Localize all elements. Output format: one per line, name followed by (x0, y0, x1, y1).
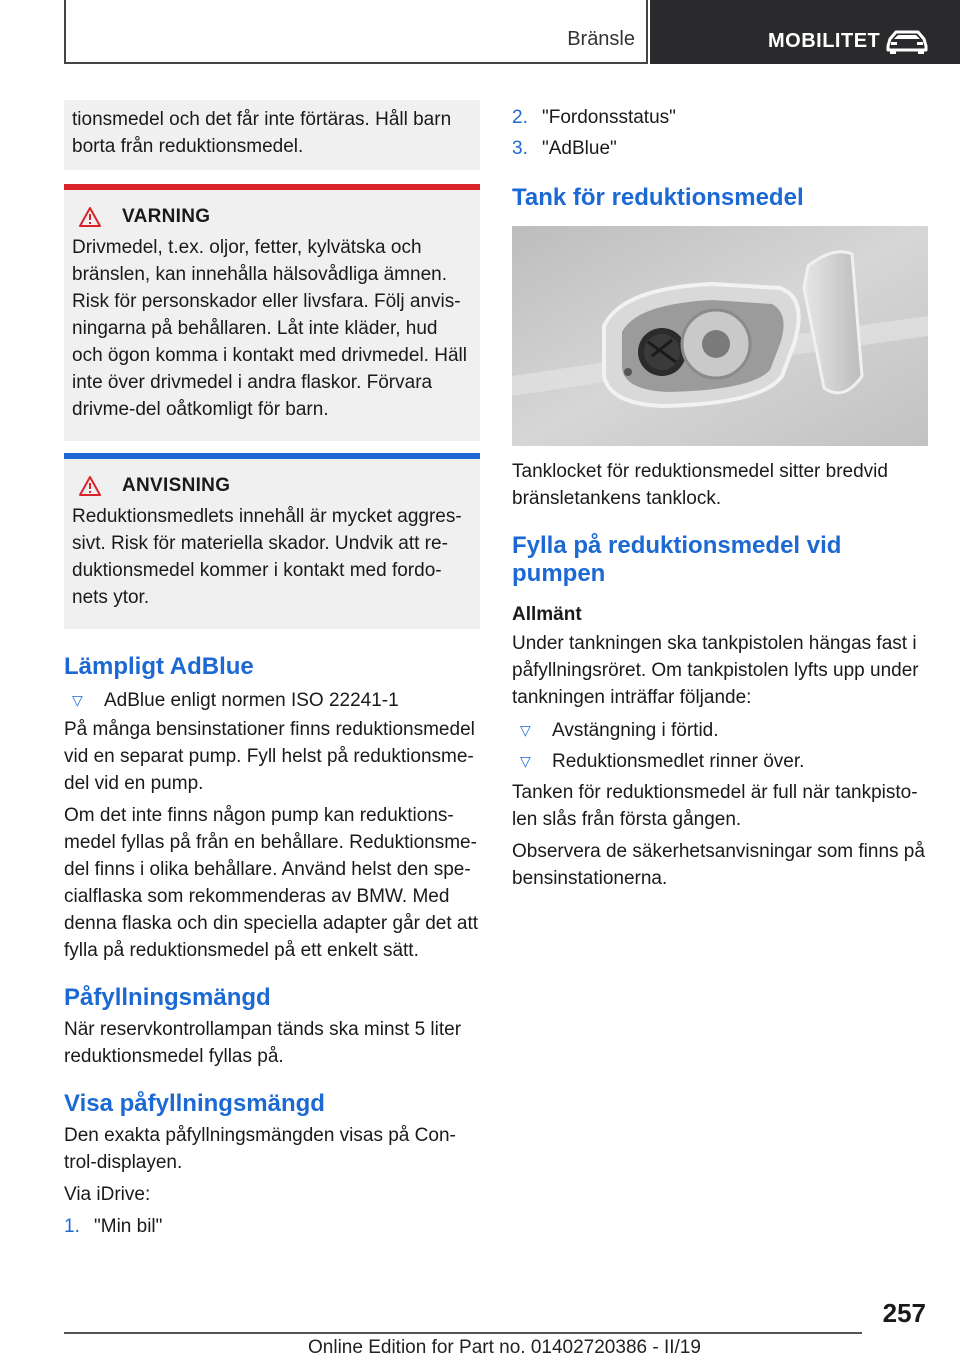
warning-triangle-icon (78, 475, 102, 497)
step-number: 1. (64, 1216, 80, 1237)
step-number: 2. (512, 107, 528, 128)
intro-text: tionsmedel och det får inte förtäras. Håll barn borta från reduktionsmedel. (72, 109, 452, 157)
step-text: "Fordonsstatus" (542, 107, 676, 128)
step-text: "Min bil" (94, 1216, 163, 1237)
fuel-flap-photo (512, 226, 928, 446)
note-callout (64, 453, 480, 629)
paragraph: När reservkontrollampan tänds ska minst 5 liter reduktionsmedel fyllas på. (64, 1019, 462, 1067)
paragraph: På många bensinstationer finns reduktionsmedel vid en separat pump. Fyll helst på reduktionsme-del vid en pump. (64, 719, 475, 794)
warning-triangle-icon (78, 206, 102, 228)
warning-title: VARNING (122, 206, 211, 227)
heading-adblue: Lämpligt AdBlue (64, 653, 254, 680)
note-title: ANVISNING (122, 475, 231, 496)
step-text: "AdBlue" (542, 138, 617, 159)
list-item (512, 104, 928, 131)
paragraph: Om det inte finns någon pump kan reduktions-medel fyllas på från en behållare. Reduktionsme-del finns i olika behållare. Använd helst den spe-cialflaska som rekommenderas av BMW. Med denna flaska och din speciella adapter går det att fylla på reduktionsmedel på ett enkelt sätt. (64, 805, 479, 961)
bullet-triangle-icon: ▽ (520, 722, 531, 738)
intro-box (64, 100, 480, 170)
page-number: 257 (882, 1298, 926, 1328)
list-item (512, 135, 928, 162)
list-item (64, 687, 480, 714)
chapter-tab[interactable] (650, 0, 960, 64)
paragraph: Observera de säkerhetsanvisningar som finns på bensinstationerna. (512, 841, 925, 889)
warning-text: Drivmedel, t.ex. oljor, fetter, kylvätska och bränslen, kan innehålla hälsovådliga ämnen. Risk för personskador eller livsfara. Följ anvis-ningarna på behållaren. Låt inte kläder, hud och ögon komma i kontakt med drivmedel. Häll inte över drivmedel i andra flaskor. Förvara drivme-del oåtkomligt för barn. (72, 237, 467, 420)
paragraph: Den exakta påfyllningsmängden visas på Con-trol-displayen. (64, 1125, 456, 1173)
list-item (512, 717, 928, 744)
heading-show-amount: Visa påfyllningsmängd (64, 1090, 325, 1117)
car-icon (884, 28, 930, 54)
chapter-label: MOBILITET (768, 30, 881, 52)
subheading-general: Allmänt (512, 604, 582, 625)
left-column (64, 100, 480, 1240)
paragraph: Under tankningen ska tankpistolen hängas fast i påfyllningsröret. Om tankpistolen lyfts upp under tankningen inträffar följande: (512, 633, 919, 708)
bullet-triangle-icon: ▽ (72, 692, 83, 708)
heading-pump: Fylla på reduktionsmedel vid pumpen (512, 532, 842, 587)
list-item (64, 1213, 480, 1240)
list-item (512, 748, 928, 775)
bullet-text: Reduktionsmedlet rinner över. (552, 751, 805, 772)
heading-tank: Tank för reduktionsmedel (512, 184, 804, 211)
warning-callout (64, 184, 480, 441)
bullet-triangle-icon: ▽ (520, 753, 531, 769)
heading-amount: Påfyllningsmängd (64, 984, 271, 1011)
paragraph: Tanken för reduktionsmedel är full när tankpisto-len slås från första gången. (512, 782, 918, 830)
paragraph: Via iDrive: (64, 1184, 151, 1205)
paragraph: Tanklocket för reduktionsmedel sitter bredvid bränsletankens tanklock. (512, 461, 888, 509)
bullet-text: Avstängning i förtid. (552, 720, 719, 741)
header-frame (64, 0, 648, 64)
note-text: Reduktionsmedlets innehåll är mycket aggres-sivt. Risk för materiella skador. Undvik att re-duktionsmedel kommer i kontakt med fordo-nets ytor. (72, 506, 462, 608)
footer-divider (64, 1332, 862, 1334)
fuel-flap-illustration (512, 226, 928, 446)
step-number: 3. (512, 138, 528, 159)
section-title: Bränsle (567, 28, 635, 50)
right-column (512, 100, 928, 892)
edition-footer: Online Edition for Part no. 01402720386 - II/19 (308, 1337, 701, 1358)
bullet-text: AdBlue enligt normen ISO 22241-1 (104, 690, 399, 711)
